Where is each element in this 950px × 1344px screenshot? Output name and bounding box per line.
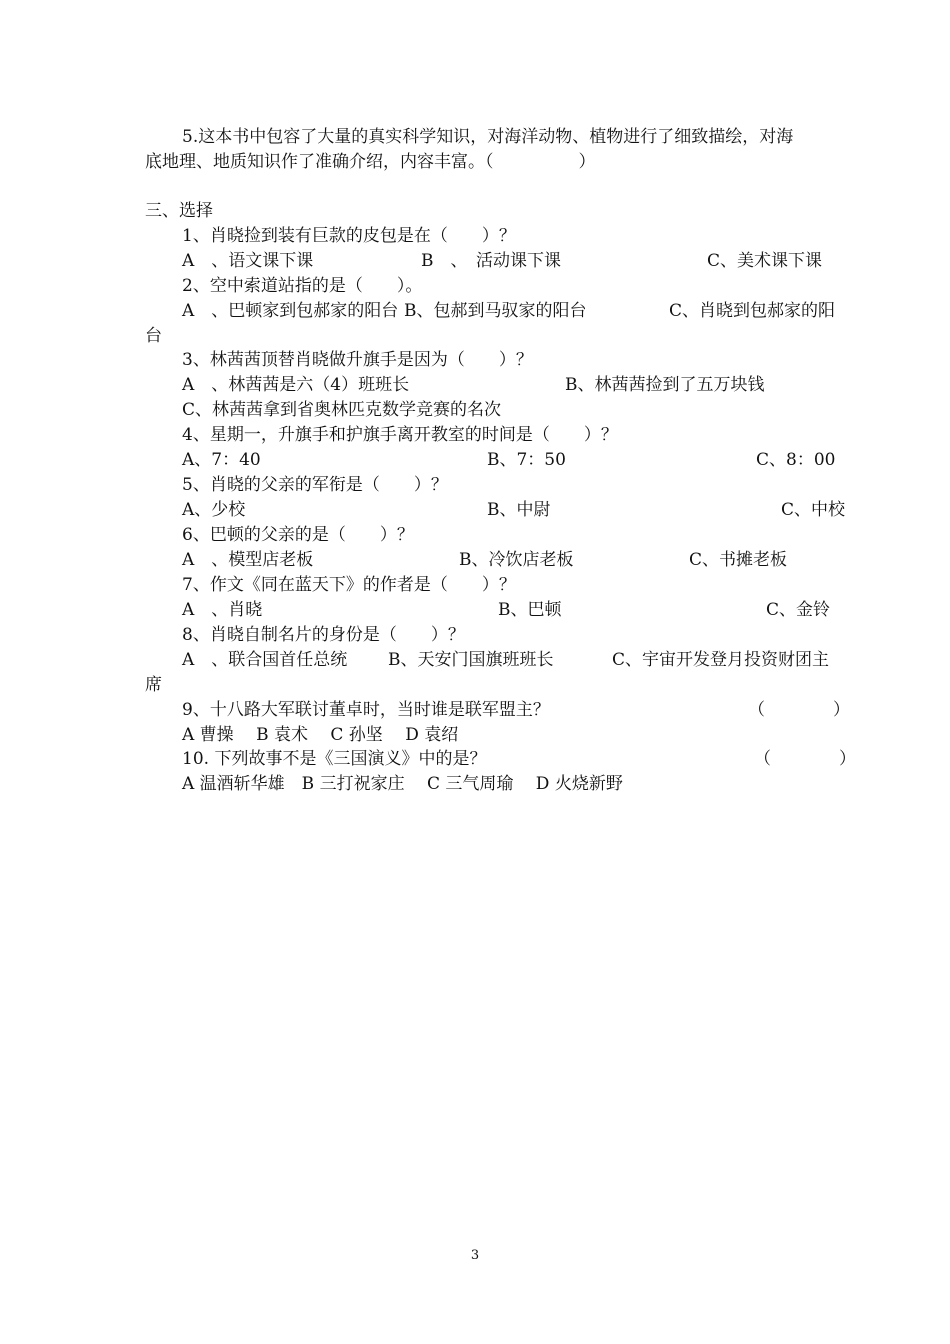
question-5: 5、肖晓的父亲的军衔是（ ）？ <box>182 475 448 495</box>
q8-option-a: A 、联合国首任总统 <box>182 650 348 670</box>
q3-option-c: C、林茜茜拿到省奥林匹克数学竞赛的名次 <box>182 400 502 420</box>
question-8: 8、肖晓自制名片的身份是（ ）？ <box>182 625 465 645</box>
q8-option-c: C、宇宙开发登月投资财团主 <box>612 650 830 670</box>
q7-option-a: A 、肖晓 <box>182 600 263 620</box>
q10-answer-blank: （ ） <box>754 749 856 769</box>
question-4: 4、星期一，升旗手和护旗手离开教室的时间是（ ）？ <box>182 425 618 445</box>
q2-option-c-wrap: 台 <box>145 326 162 346</box>
q6-option-a: A 、模型店老板 <box>182 550 314 570</box>
q2-option-c: C、肖晓到包郝家的阳 <box>669 301 836 321</box>
question-7: 7、作文《同在蓝天下》的作者是（ ）？ <box>182 575 516 595</box>
q3-option-a: A 、林茜茜是六（4）班班长 <box>182 375 410 395</box>
page-number: 3 <box>470 1248 480 1263</box>
q1-option-b: B 、 活动课下课 <box>421 251 561 271</box>
question-3: 3、林茜茜顶替肖晓做升旗手是因为（ ）？ <box>182 350 533 370</box>
section-3-heading: 三、选择 <box>145 201 213 221</box>
q7-option-c: C、金铃 <box>766 600 831 620</box>
q8-option-b: B、天安门国旗班班长 <box>388 650 554 670</box>
q3-option-b: B、林茜茜捡到了五万块钱 <box>565 375 765 395</box>
tf-item-5-line-2: 底地理、地质知识作了准确介绍，内容丰富。（ ） <box>145 152 596 172</box>
q6-option-c: C、书摊老板 <box>689 550 788 570</box>
q5-option-a: A、少校 <box>182 500 246 520</box>
question-9: 9、十八路大军联讨董卓时，当时谁是联军盟主？ <box>182 700 550 720</box>
q9-options: A 曹操 B 袁术 C 孙坚 D 袁绍 <box>182 725 459 745</box>
q4-option-c: C、8：00 <box>756 450 836 470</box>
q9-answer-blank: （ ） <box>748 700 850 720</box>
q2-option-a: A 、巴顿家到包郝家的阳台 <box>182 301 399 321</box>
q1-option-c: C、美术课下课 <box>707 251 823 271</box>
question-1: 1、肖晓捡到装有巨款的皮包是在（ ）？ <box>182 226 516 246</box>
q1-option-a: A 、语文课下课 <box>182 251 314 271</box>
question-2: 2、空中索道站指的是（ ）。 <box>182 276 423 296</box>
q6-option-b: B、冷饮店老板 <box>459 550 574 570</box>
q5-option-c: C、中校 <box>781 500 846 520</box>
q4-option-a: A、7：40 <box>182 450 261 470</box>
question-6: 6、巴顿的父亲的是（ ）？ <box>182 525 414 545</box>
q7-option-b: B、巴顿 <box>498 600 562 620</box>
q8-option-c-wrap: 席 <box>145 675 162 695</box>
question-10: 10. 下列故事不是《三国演义》中的是？ <box>182 749 487 769</box>
tf-item-5-line-1: 5.这本书中包容了大量的真实科学知识，对海洋动物、植物进行了细致描绘，对海 <box>182 127 794 147</box>
q5-option-b: B、中尉 <box>487 500 551 520</box>
q2-option-b: B、包郝到马驭家的阳台 <box>404 301 587 321</box>
q4-option-b: B、7：50 <box>487 450 566 470</box>
q10-options: A 温酒斩华雄 B 三打祝家庄 C 三气周瑜 D 火烧新野 <box>182 774 623 794</box>
